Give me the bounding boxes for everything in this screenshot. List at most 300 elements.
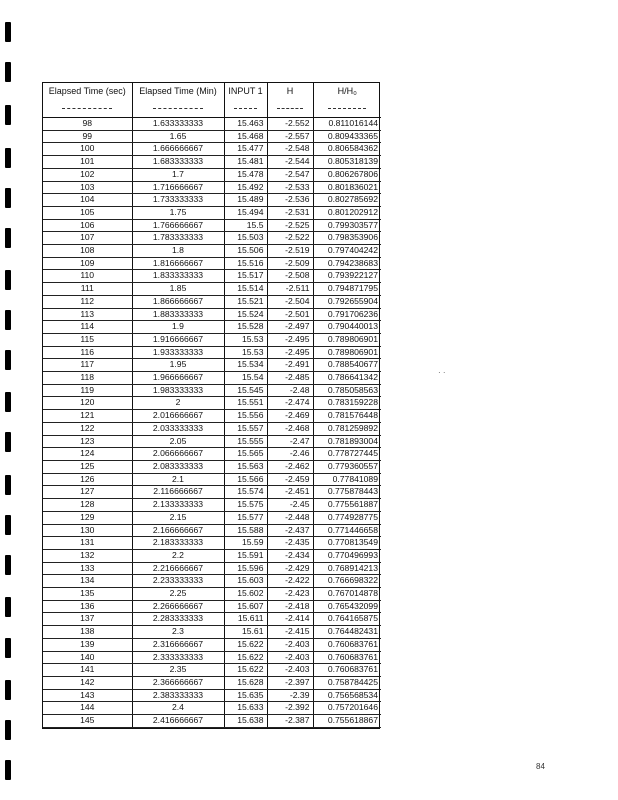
cell-h-ratio: 0.764482431 (313, 626, 381, 639)
cell-elapsed-sec: 107 (43, 232, 132, 245)
cell-input: 15.596 (224, 562, 267, 575)
cell-elapsed-min: 1.916666667 (132, 333, 224, 346)
table-row (43, 156, 381, 169)
cell-input: 15.603 (224, 575, 267, 588)
cell-input: 15.481 (224, 156, 267, 169)
table-row (43, 664, 381, 677)
cell-elapsed-min: 1.666666667 (132, 143, 224, 156)
table-row (43, 181, 381, 194)
table-row (43, 651, 381, 664)
cell-h-ratio: 0.774928775 (313, 511, 381, 524)
cell-elapsed-min: 1.783333333 (132, 232, 224, 245)
cell-h: -2.552 (267, 118, 313, 131)
table-row (43, 486, 381, 499)
cell-input: 15.489 (224, 194, 267, 207)
table-row (43, 460, 381, 473)
cell-elapsed-sec: 120 (43, 397, 132, 410)
cell-h: -2.531 (267, 206, 313, 219)
cell-elapsed-sec: 98 (43, 118, 132, 131)
cell-elapsed-min: 1.7 (132, 168, 224, 181)
cell-h-ratio: 0.765432099 (313, 600, 381, 613)
cell-input: 15.517 (224, 270, 267, 283)
cell-elapsed-sec: 126 (43, 473, 132, 486)
data-table-frame (42, 82, 380, 729)
table-body (43, 118, 381, 728)
header-elapsed-sec: Elapsed Time (sec) (43, 83, 132, 118)
cell-h: -2.536 (267, 194, 313, 207)
cell-elapsed-sec: 113 (43, 308, 132, 321)
cell-h: -2.451 (267, 486, 313, 499)
table-row (43, 372, 381, 385)
table-row (43, 537, 381, 550)
cell-elapsed-sec: 103 (43, 181, 132, 194)
cell-input: 15.53 (224, 346, 267, 359)
cell-elapsed-min: 2.133333333 (132, 499, 224, 512)
cell-elapsed-sec: 119 (43, 384, 132, 397)
cell-elapsed-min: 2.2 (132, 549, 224, 562)
table-row (43, 206, 381, 219)
cell-h-ratio: 0.779360557 (313, 460, 381, 473)
cell-input: 15.54 (224, 372, 267, 385)
cell-h: -2.525 (267, 219, 313, 232)
cell-elapsed-sec: 117 (43, 359, 132, 372)
cell-h: -2.501 (267, 308, 313, 321)
punch-mark (5, 597, 11, 617)
table-row (43, 219, 381, 232)
cell-input: 15.575 (224, 499, 267, 512)
table-row (43, 422, 381, 435)
cell-h: -2.508 (267, 270, 313, 283)
punch-mark (5, 310, 11, 330)
table-row (43, 613, 381, 626)
cell-input: 15.555 (224, 435, 267, 448)
table-row (43, 346, 381, 359)
cell-h: -2.434 (267, 549, 313, 562)
table-row (43, 397, 381, 410)
table-row (43, 232, 381, 245)
cell-input: 15.565 (224, 448, 267, 461)
cell-elapsed-sec: 105 (43, 206, 132, 219)
cell-h: -2.485 (267, 372, 313, 385)
cell-h: -2.48 (267, 384, 313, 397)
cell-h-ratio: 0.811016144 (313, 118, 381, 131)
cell-h: -2.403 (267, 651, 313, 664)
cell-input: 15.5 (224, 219, 267, 232)
cell-elapsed-min: 1.716666667 (132, 181, 224, 194)
punch-mark (5, 270, 11, 290)
cell-elapsed-sec: 104 (43, 194, 132, 207)
header-elapsed-min: Elapsed Time (Min) (132, 83, 224, 118)
punch-mark (5, 515, 11, 535)
page-number: 84 (536, 762, 545, 771)
cell-elapsed-sec: 101 (43, 156, 132, 169)
cell-h: -2.462 (267, 460, 313, 473)
cell-input: 15.521 (224, 295, 267, 308)
cell-elapsed-sec: 129 (43, 511, 132, 524)
cell-elapsed-sec: 110 (43, 270, 132, 283)
cell-input: 15.635 (224, 689, 267, 702)
cell-input: 15.574 (224, 486, 267, 499)
cell-h-ratio: 0.768914213 (313, 562, 381, 575)
header-h: H (267, 83, 313, 118)
cell-elapsed-sec: 121 (43, 410, 132, 423)
cell-h: -2.474 (267, 397, 313, 410)
cell-h: -2.448 (267, 511, 313, 524)
cell-input: 15.622 (224, 664, 267, 677)
cell-elapsed-min: 1.9 (132, 321, 224, 334)
table-row (43, 702, 381, 715)
cell-h: -2.397 (267, 676, 313, 689)
cell-h-ratio: 0.770813549 (313, 537, 381, 550)
cell-elapsed-sec: 139 (43, 638, 132, 651)
cell-h-ratio: 0.785058563 (313, 384, 381, 397)
cell-elapsed-min: 1.816666667 (132, 257, 224, 270)
cell-h: -2.522 (267, 232, 313, 245)
cell-h-ratio: 0.805318139 (313, 156, 381, 169)
punch-mark (5, 760, 11, 780)
cell-elapsed-min: 2.366666667 (132, 676, 224, 689)
cell-elapsed-sec: 130 (43, 524, 132, 537)
punch-mark (5, 22, 11, 42)
cell-input: 15.53 (224, 333, 267, 346)
cell-elapsed-min: 1.75 (132, 206, 224, 219)
cell-elapsed-min: 2.416666667 (132, 715, 224, 728)
cell-h: -2.387 (267, 715, 313, 728)
cell-h-ratio: 0.802785692 (313, 194, 381, 207)
cell-h-ratio: 0.801202912 (313, 206, 381, 219)
cell-h: -2.435 (267, 537, 313, 550)
cell-h-ratio: 0.809433365 (313, 130, 381, 143)
cell-elapsed-sec: 128 (43, 499, 132, 512)
cell-elapsed-min: 2.083333333 (132, 460, 224, 473)
table-row (43, 333, 381, 346)
cell-h: -2.511 (267, 283, 313, 296)
cell-input: 15.556 (224, 410, 267, 423)
punch-mark (5, 62, 11, 82)
cell-elapsed-sec: 109 (43, 257, 132, 270)
cell-input: 15.611 (224, 613, 267, 626)
cell-elapsed-min: 2.05 (132, 435, 224, 448)
cell-elapsed-min: 2.033333333 (132, 422, 224, 435)
cell-elapsed-min: 2.016666667 (132, 410, 224, 423)
cell-elapsed-sec: 115 (43, 333, 132, 346)
table-row (43, 194, 381, 207)
table-row (43, 524, 381, 537)
cell-input: 15.506 (224, 245, 267, 258)
cell-elapsed-min: 1.65 (132, 130, 224, 143)
punch-mark (5, 350, 11, 370)
cell-input: 15.591 (224, 549, 267, 562)
cell-input: 15.607 (224, 600, 267, 613)
cell-input: 15.602 (224, 588, 267, 601)
cell-h-ratio: 0.790440013 (313, 321, 381, 334)
cell-h: -2.403 (267, 638, 313, 651)
cell-h: -2.519 (267, 245, 313, 258)
cell-elapsed-min: 2.266666667 (132, 600, 224, 613)
cell-elapsed-sec: 142 (43, 676, 132, 689)
cell-h-ratio: 0.798353906 (313, 232, 381, 245)
cell-h-ratio: 0.775561887 (313, 499, 381, 512)
punch-mark (5, 188, 11, 208)
cell-elapsed-min: 2.15 (132, 511, 224, 524)
cell-elapsed-sec: 99 (43, 130, 132, 143)
cell-elapsed-min: 2.183333333 (132, 537, 224, 550)
cell-input: 15.577 (224, 511, 267, 524)
cell-elapsed-min: 1.966666667 (132, 372, 224, 385)
cell-h: -2.544 (267, 156, 313, 169)
cell-elapsed-sec: 111 (43, 283, 132, 296)
cell-elapsed-sec: 118 (43, 372, 132, 385)
cell-h-ratio: 0.781576448 (313, 410, 381, 423)
cell-h-ratio: 0.806267806 (313, 168, 381, 181)
cell-h-ratio: 0.764165875 (313, 613, 381, 626)
cell-h: -2.45 (267, 499, 313, 512)
cell-h: -2.504 (267, 295, 313, 308)
cell-h-ratio: 0.767014878 (313, 588, 381, 601)
cell-h: -2.392 (267, 702, 313, 715)
cell-h-ratio: 0.793922127 (313, 270, 381, 283)
cell-h: -2.547 (267, 168, 313, 181)
cell-elapsed-min: 2.116666667 (132, 486, 224, 499)
punch-mark (5, 475, 11, 495)
cell-h-ratio: 0.781259892 (313, 422, 381, 435)
table-row (43, 448, 381, 461)
punch-mark (5, 148, 11, 168)
table-row (43, 359, 381, 372)
cell-elapsed-sec: 122 (43, 422, 132, 435)
cell-input: 15.638 (224, 715, 267, 728)
cell-elapsed-sec: 145 (43, 715, 132, 728)
cell-input: 15.61 (224, 626, 267, 639)
cell-elapsed-sec: 106 (43, 219, 132, 232)
cell-elapsed-min: 2.1 (132, 473, 224, 486)
table-row (43, 283, 381, 296)
cell-elapsed-min: 2.3 (132, 626, 224, 639)
table-row (43, 575, 381, 588)
scan-speck: · · (438, 368, 446, 377)
table-row (43, 321, 381, 334)
cell-h: -2.422 (267, 575, 313, 588)
header-h-ratio: H/H₀ (313, 83, 381, 118)
cell-h-ratio: 0.786641342 (313, 372, 381, 385)
punch-mark (5, 392, 11, 412)
table-row (43, 168, 381, 181)
cell-input: 15.468 (224, 130, 267, 143)
cell-elapsed-sec: 138 (43, 626, 132, 639)
cell-elapsed-sec: 116 (43, 346, 132, 359)
cell-elapsed-min: 2.35 (132, 664, 224, 677)
cell-h: -2.497 (267, 321, 313, 334)
cell-h: -2.39 (267, 689, 313, 702)
cell-elapsed-min: 2.166666667 (132, 524, 224, 537)
punch-mark (5, 680, 11, 700)
cell-elapsed-sec: 136 (43, 600, 132, 613)
table-header-row (43, 83, 381, 118)
cell-h-ratio: 0.788540677 (313, 359, 381, 372)
punch-mark (5, 555, 11, 575)
cell-elapsed-min: 1.866666667 (132, 295, 224, 308)
table-row (43, 676, 381, 689)
cell-h: -2.47 (267, 435, 313, 448)
cell-h-ratio: 0.760683761 (313, 651, 381, 664)
cell-input: 15.566 (224, 473, 267, 486)
cell-elapsed-sec: 124 (43, 448, 132, 461)
cell-input: 15.545 (224, 384, 267, 397)
cell-h-ratio: 0.778727445 (313, 448, 381, 461)
cell-h: -2.469 (267, 410, 313, 423)
cell-elapsed-sec: 134 (43, 575, 132, 588)
cell-elapsed-min: 1.833333333 (132, 270, 224, 283)
cell-h: -2.509 (267, 257, 313, 270)
cell-elapsed-min: 1.883333333 (132, 308, 224, 321)
cell-elapsed-sec: 127 (43, 486, 132, 499)
cell-input: 15.622 (224, 638, 267, 651)
cell-input: 15.494 (224, 206, 267, 219)
table-row (43, 600, 381, 613)
cell-input: 15.516 (224, 257, 267, 270)
punch-mark (5, 720, 11, 740)
cell-h-ratio: 0.799303577 (313, 219, 381, 232)
cell-h-ratio: 0.771446658 (313, 524, 381, 537)
cell-h-ratio: 0.789806901 (313, 346, 381, 359)
cell-h: -2.418 (267, 600, 313, 613)
cell-h-ratio: 0.775878443 (313, 486, 381, 499)
cell-input: 15.622 (224, 651, 267, 664)
table-row (43, 549, 381, 562)
cell-elapsed-min: 2.283333333 (132, 613, 224, 626)
cell-h-ratio: 0.770496993 (313, 549, 381, 562)
cell-input: 15.628 (224, 676, 267, 689)
cell-input: 15.534 (224, 359, 267, 372)
cell-h-ratio: 0.794871795 (313, 283, 381, 296)
cell-h: -2.548 (267, 143, 313, 156)
table-row (43, 435, 381, 448)
cell-input: 15.633 (224, 702, 267, 715)
table-row (43, 308, 381, 321)
cell-elapsed-sec: 125 (43, 460, 132, 473)
table-row (43, 130, 381, 143)
table-row (43, 638, 381, 651)
cell-h: -2.46 (267, 448, 313, 461)
cell-input: 15.492 (224, 181, 267, 194)
cell-input: 15.463 (224, 118, 267, 131)
cell-elapsed-sec: 132 (43, 549, 132, 562)
cell-input: 15.477 (224, 143, 267, 156)
table-row (43, 562, 381, 575)
cell-elapsed-min: 2 (132, 397, 224, 410)
table-row (43, 257, 381, 270)
cell-elapsed-min: 1.683333333 (132, 156, 224, 169)
cell-elapsed-sec: 102 (43, 168, 132, 181)
cell-elapsed-min: 2.25 (132, 588, 224, 601)
cell-h-ratio: 0.781893004 (313, 435, 381, 448)
table-row (43, 689, 381, 702)
cell-elapsed-min: 1.733333333 (132, 194, 224, 207)
cell-elapsed-min: 2.216666667 (132, 562, 224, 575)
table-row (43, 473, 381, 486)
punch-mark (5, 228, 11, 248)
cell-elapsed-min: 2.316666667 (132, 638, 224, 651)
cell-h: -2.491 (267, 359, 313, 372)
cell-elapsed-min: 1.633333333 (132, 118, 224, 131)
cell-input: 15.514 (224, 283, 267, 296)
cell-elapsed-min: 1.933333333 (132, 346, 224, 359)
table-row (43, 143, 381, 156)
cell-h-ratio: 0.797404242 (313, 245, 381, 258)
cell-input: 15.557 (224, 422, 267, 435)
cell-h-ratio: 0.755618867 (313, 715, 381, 728)
cell-input: 15.588 (224, 524, 267, 537)
table-row (43, 626, 381, 639)
cell-h-ratio: 0.760683761 (313, 664, 381, 677)
cell-elapsed-sec: 108 (43, 245, 132, 258)
cell-h-ratio: 0.801836021 (313, 181, 381, 194)
cell-h-ratio: 0.791706236 (313, 308, 381, 321)
cell-elapsed-sec: 114 (43, 321, 132, 334)
table-row (43, 295, 381, 308)
cell-elapsed-sec: 140 (43, 651, 132, 664)
cell-input: 15.59 (224, 537, 267, 550)
table-row (43, 715, 381, 728)
cell-h: -2.429 (267, 562, 313, 575)
cell-h: -2.533 (267, 181, 313, 194)
punch-mark (5, 638, 11, 658)
header-input: INPUT 1 (224, 83, 267, 118)
cell-h-ratio: 0.757201646 (313, 702, 381, 715)
cell-elapsed-sec: 137 (43, 613, 132, 626)
cell-h-ratio: 0.77841089 (313, 473, 381, 486)
cell-h: -2.414 (267, 613, 313, 626)
cell-input: 15.528 (224, 321, 267, 334)
cell-h-ratio: 0.760683761 (313, 638, 381, 651)
table-row (43, 410, 381, 423)
cell-elapsed-min: 2.333333333 (132, 651, 224, 664)
cell-h: -2.423 (267, 588, 313, 601)
cell-elapsed-min: 2.383333333 (132, 689, 224, 702)
cell-elapsed-sec: 133 (43, 562, 132, 575)
cell-h: -2.495 (267, 346, 313, 359)
cell-elapsed-min: 1.95 (132, 359, 224, 372)
table-row (43, 118, 381, 131)
table-row (43, 245, 381, 258)
cell-h: -2.415 (267, 626, 313, 639)
cell-input: 15.503 (224, 232, 267, 245)
table-row (43, 384, 381, 397)
cell-input: 15.551 (224, 397, 267, 410)
cell-h: -2.459 (267, 473, 313, 486)
cell-elapsed-min: 2.066666667 (132, 448, 224, 461)
cell-elapsed-min: 1.8 (132, 245, 224, 258)
data-table (43, 83, 381, 728)
table-row (43, 499, 381, 512)
cell-h-ratio: 0.766698322 (313, 575, 381, 588)
cell-elapsed-min: 2.233333333 (132, 575, 224, 588)
cell-h-ratio: 0.783159228 (313, 397, 381, 410)
cell-elapsed-sec: 141 (43, 664, 132, 677)
cell-elapsed-sec: 144 (43, 702, 132, 715)
cell-elapsed-sec: 143 (43, 689, 132, 702)
cell-h: -2.557 (267, 130, 313, 143)
punch-mark (5, 105, 11, 125)
cell-h: -2.403 (267, 664, 313, 677)
cell-h-ratio: 0.794238683 (313, 257, 381, 270)
cell-elapsed-sec: 123 (43, 435, 132, 448)
cell-h-ratio: 0.806584362 (313, 143, 381, 156)
cell-h: -2.468 (267, 422, 313, 435)
table-row (43, 511, 381, 524)
cell-elapsed-min: 1.983333333 (132, 384, 224, 397)
table-row (43, 270, 381, 283)
